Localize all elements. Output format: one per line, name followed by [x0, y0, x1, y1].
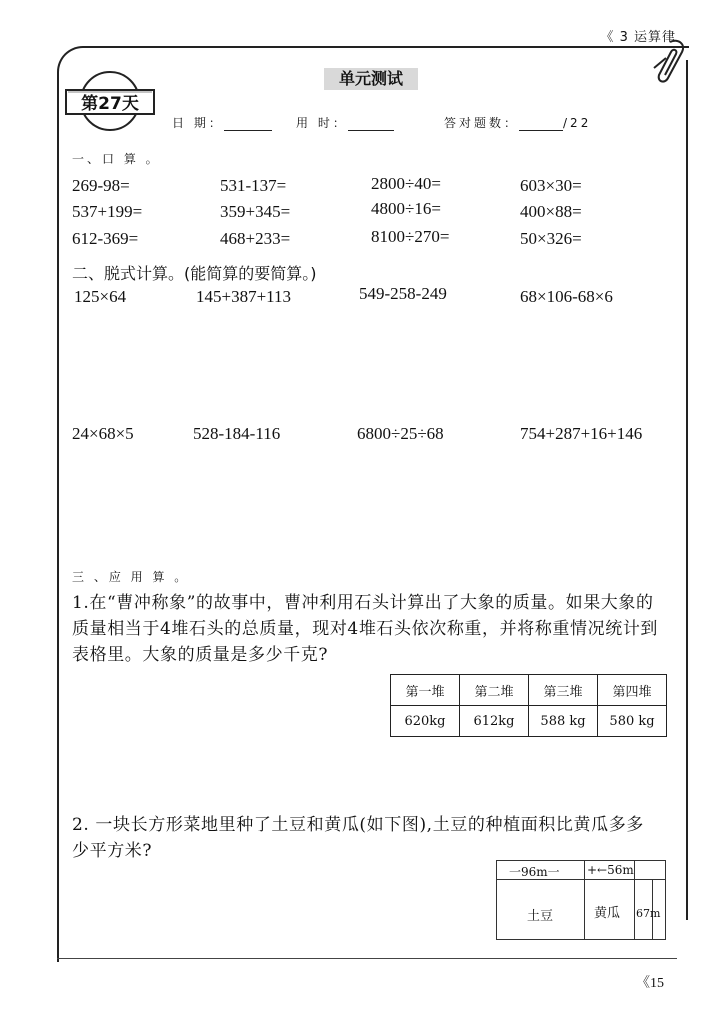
page-frame-right	[686, 60, 688, 920]
question1-line: 表格里。大象的质量是多少千克?	[72, 645, 329, 665]
table-header-cell: 第四堆	[598, 675, 667, 706]
oral-item: 269-98=	[72, 176, 130, 195]
field-diagram	[496, 860, 666, 940]
table-cell: 588 kg	[529, 706, 598, 737]
calc-item: 24×68×5	[72, 424, 134, 443]
table-header-cell: 第三堆	[529, 675, 598, 706]
stone-weight-table	[390, 674, 667, 737]
potato-length-label: 一96m一	[509, 865, 560, 879]
table-cell: 620kg	[391, 706, 460, 737]
calc-item: 528-184-116	[193, 424, 281, 443]
question1-line: 1.在“曹冲称象”的故事中，曹冲利用石头计算出了大象的质量。如果大象的	[72, 593, 654, 613]
section1-heading: 一、口 算 。	[72, 152, 161, 166]
time-blank[interactable]	[348, 130, 394, 131]
paperclip-icon	[648, 38, 688, 88]
question2-line: 2. 一块长方形菜地里种了土豆和黄瓜(如下图),土豆的种植面积比黄瓜多多	[72, 815, 644, 835]
table-cell: 580 kg	[598, 706, 667, 737]
oral-item: 400×88=	[520, 202, 582, 221]
question1-text	[72, 590, 682, 668]
oral-item: 4800÷16=	[371, 199, 441, 218]
date-blank[interactable]	[224, 130, 272, 131]
oral-item: 612-369=	[72, 229, 139, 248]
time-label: 用 时：	[296, 116, 348, 130]
oral-item: 359+345=	[220, 202, 291, 221]
oral-item: 50×326=	[520, 229, 582, 248]
score-field	[444, 114, 591, 131]
oral-item: 531-137=	[220, 176, 287, 195]
height-label: 67m	[636, 907, 661, 920]
potato-label: 土豆	[527, 909, 554, 924]
calc-item: 549-258-249	[359, 284, 447, 303]
table-cell: 612kg	[460, 706, 529, 737]
cucumber-label: 黄瓜	[594, 906, 621, 921]
chapter-label: 《 3 运算律	[600, 30, 676, 45]
oral-item: 2800÷40=	[371, 174, 441, 193]
page-number: 《15	[636, 976, 664, 991]
bottom-rule	[57, 958, 677, 959]
question2-text	[72, 812, 682, 864]
day-badge	[64, 70, 156, 132]
badge-text: 第27天	[81, 94, 139, 114]
question2-line: 少平方米?	[72, 841, 153, 861]
cucumber-length-label: +←56m	[587, 863, 634, 877]
time-field	[296, 114, 394, 131]
section3-heading: 三 、应 用 算 。	[72, 570, 190, 584]
oral-item: 537+199=	[72, 202, 143, 221]
score-total: /22	[563, 116, 592, 130]
calc-item: 145+387+113	[196, 287, 292, 306]
date-field	[172, 114, 272, 131]
calc-item: 754+287+16+146	[520, 424, 643, 443]
table-header-cell: 第二堆	[460, 675, 529, 706]
calc-item: 6800÷25÷68	[357, 424, 444, 443]
calc-item: 125×64	[74, 287, 127, 306]
section2-heading: 二、脱式计算。(能简算的要简算。)	[72, 264, 317, 283]
calc-item: 68×106-68×6	[520, 287, 613, 306]
score-blank[interactable]	[519, 130, 563, 131]
table-header-cell: 第一堆	[391, 675, 460, 706]
table-header-row	[391, 675, 667, 706]
score-label: 答对题数：	[444, 116, 520, 130]
page-title: 单元测试	[324, 68, 418, 90]
table-row	[391, 706, 667, 737]
date-label: 日 期：	[172, 116, 224, 130]
oral-item: 603×30=	[520, 176, 582, 195]
question1-line: 质量相当于4堆石头的总质量，现对4堆石头依次称重，并将称重情况统计到	[72, 619, 659, 639]
oral-item: 8100÷270=	[371, 227, 450, 246]
oral-item: 468+233=	[220, 229, 291, 248]
